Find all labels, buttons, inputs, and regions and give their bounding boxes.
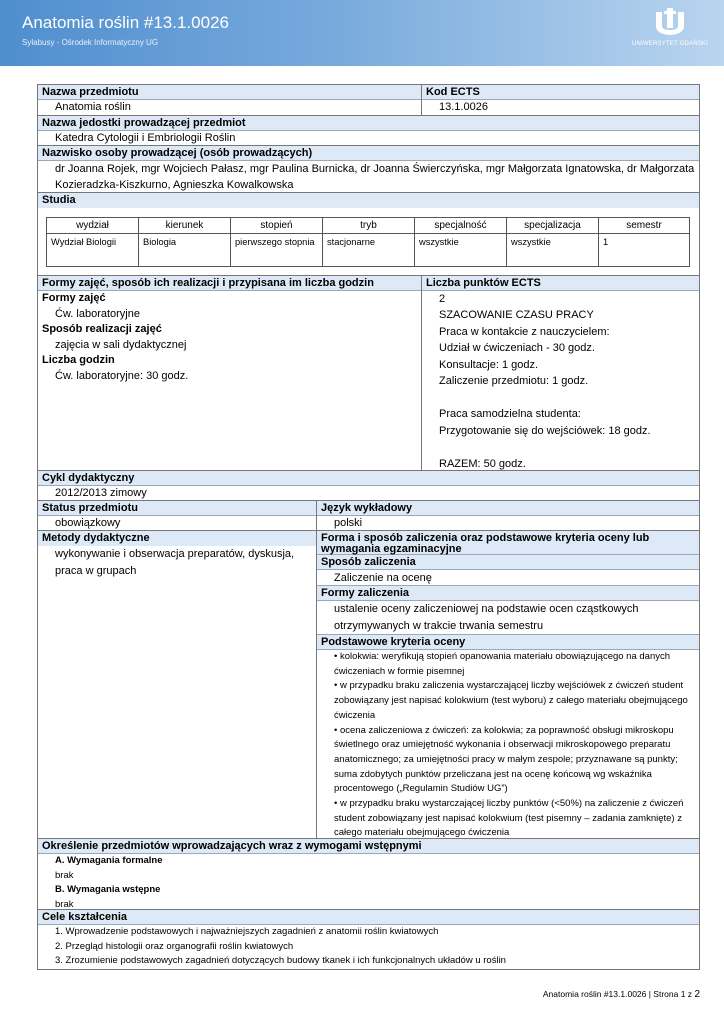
criteria-line: • ocena zaliczeniowa z ćwiczeń: za kolokwia; za poprawność obsługi mikroskopu <box>334 724 674 736</box>
methods-section <box>38 530 699 840</box>
goal-item: 2. Przegląd histologii oraz organografii roślin kwiatowych <box>55 940 294 952</box>
studia-header-cell: tryb <box>323 218 415 233</box>
assessment-criteria-label: Podstawowe kryteria oceny <box>317 635 699 650</box>
criteria-line: ćwiczeniach w formie pisemnej <box>334 665 465 677</box>
prereq-formal-label: A. Wymagania formalne <box>55 855 163 866</box>
course-name-value: Anatomia roślin <box>55 101 131 113</box>
ects-workload-line: Udział w ćwiczeniach - 30 godz. <box>439 342 595 354</box>
assessment-method-label: Sposób zaliczenia <box>317 555 699 570</box>
studia-value-cell: stacjonarne <box>323 234 415 266</box>
teachers-label: Nazwisko osoby prowadzącej (osób prowadzących) <box>38 146 699 161</box>
page-subtitle: Sylabusy - Ośrodek Informatyczny UG <box>22 38 159 47</box>
criteria-line: • kolokwia: weryfikują stopień opanowania materiału obowiązującego na danych <box>334 651 671 662</box>
forms-value: Ćw. laboratoryjne <box>55 308 140 320</box>
criteria-line: • w przypadku braku wystarczającej liczby punktów (<50%) na zaliczenie z ćwiczeń <box>334 798 684 810</box>
method-label: Sposób realizacji zajęć <box>42 323 162 335</box>
teachers-section <box>38 145 699 193</box>
footer-total-pages: 2 <box>694 989 700 1000</box>
forms-label: Formy zajęć <box>42 292 106 304</box>
goals-section <box>38 909 699 971</box>
ects-workload-line: SZACOWANIE CZASU PRACY <box>439 309 594 321</box>
studia-value-cell: 1 <box>603 237 609 247</box>
criteria-line: • w przypadku braku zaliczenia wystarczającej liczby wejściówek z ćwiczeń student <box>334 680 684 692</box>
goals-label: Cele kształcenia <box>38 910 699 925</box>
studia-header-cell: semestr <box>626 220 662 231</box>
studia-header-cell: kierunek <box>139 218 231 233</box>
studia-label: Studia <box>38 193 699 208</box>
methods-line-1: wykonywanie i obserwacja preparatów, dyskusja, <box>55 548 295 560</box>
criteria-line: procentowego („Regulamin Studiów UG”) <box>334 783 508 795</box>
ects-workload <box>422 307 699 471</box>
page-header <box>0 0 724 66</box>
status-section <box>38 500 699 531</box>
ects-workload-line: Zaliczenie przedmiotu: 1 godz. <box>439 375 589 387</box>
ects-workload-line: Przygotowanie się do wejściówek: 18 godz. <box>439 424 651 437</box>
studia-header-cell: specjalizacja <box>507 218 599 233</box>
cycle-section <box>38 470 699 501</box>
criteria-line: świetlnego oraz umiejętność wykonania i obserwacji mikroskopowego preparatu <box>334 739 671 751</box>
syllabus-document <box>37 84 700 970</box>
unit-label: Nazwa jedostki prowadzącej przedmiot <box>38 116 699 131</box>
assessment-forms-line-2: otrzymywanych w trakcie trwania semestru <box>317 618 699 636</box>
criteria-line: suma zdobytych punktów przeliczana jest na ocenę końcową wg wskaźnika <box>334 768 652 780</box>
hours-value: Ćw. laboratoryjne: 30 godz. <box>55 370 189 382</box>
studia-value-cell: pierwszego stopnia <box>231 234 323 266</box>
university-logo-text: UNIWERSYTET GDAŃSKI <box>631 41 709 47</box>
course-section <box>38 85 699 115</box>
studia-value-cell: wszystkie <box>507 234 599 266</box>
assessment-criteria <box>317 650 699 840</box>
method-value: zajęcia w sali dydaktycznej <box>55 339 187 351</box>
page-footer <box>543 989 700 1000</box>
goal-item: 3. Zrozumienie podstawowych zagadnień dotyczących budowy tkanek i ich funkcjonalnych układów u roślin <box>55 955 506 967</box>
studia-header-cell: stopień <box>231 218 323 233</box>
assessment-label <box>317 531 699 555</box>
unit-section <box>38 115 699 146</box>
goal-item: 1. Wprowadzenie podstawowych i najważniejszych zagadnień z anatomii roślin kwiatowych <box>55 926 439 937</box>
course-name-label: Nazwa przedmiotu <box>38 85 421 100</box>
forms-section <box>38 275 699 471</box>
criteria-line: zobowiązany jest napisać kolokwium (test wyboru) z całego materiału obejmującego <box>334 695 688 707</box>
studia-header-cell: wydział <box>47 218 139 233</box>
forms-section-label: Formy zajęć, sposób ich realizacji i przypisana im liczba godzin <box>38 276 421 291</box>
unit-value: Katedra Cytologii i Embriologii Roślin <box>55 132 236 144</box>
ects-code-label: Kod ECTS <box>422 85 699 100</box>
teachers-line-2: Kozieradzka-Kiszkurno, Agnieszka Kowalkowska <box>55 179 294 191</box>
ects-code-value: 13.1.0026 <box>439 101 488 113</box>
footer-text: Anatomia roślin #13.1.0026 | Strona 1 z <box>542 989 693 999</box>
cycle-label: Cykl dydaktyczny <box>38 471 699 486</box>
criteria-line: student zobowiązany jest napisać kolokwium (test pisemny – zadania zamknięte) z <box>334 812 682 824</box>
assessment-forms-label: Formy zaliczenia <box>317 586 699 601</box>
studia-value-cell: Biologia <box>139 234 231 266</box>
teachers-line-1: dr Joanna Rojek, mgr Wojciech Pałasz, mgr Paulina Burnicka, dr Joanna Świerczyńska, mgr Małgorzata Ignatowska, dr Małgorzata <box>55 163 695 175</box>
studia-header-cell: specjalność <box>415 218 507 233</box>
ects-workload-line <box>439 439 699 456</box>
ects-points-value: 2 <box>439 293 446 305</box>
assessment-forms-line-1: ustalenie oceny zaliczeniowej na podstawie ocen cząstkowych <box>334 603 639 615</box>
language-label: Język wykładowy <box>317 501 699 516</box>
ects-workload-line: RAZEM: 50 godz. <box>439 457 526 470</box>
ects-workload-line: Konsultacje: 1 godz. <box>439 358 539 371</box>
status-label: Status przedmiotu <box>38 501 316 516</box>
ects-workload-line: Praca w kontakcie z nauczycielem: <box>439 325 610 338</box>
studia-header-row <box>46 217 690 234</box>
studia-value-row <box>46 233 690 267</box>
language-value: polski <box>334 517 363 529</box>
prereq-label: Określenie przedmiotów wprowadzających wraz z wymogami wstępnymi <box>38 839 699 854</box>
criteria-line: całego materiału obejmującego ćwiczenia <box>334 827 510 839</box>
prereq-initial-value: brak <box>55 899 74 910</box>
university-logo <box>628 8 712 52</box>
assessment-label-line-1: Forma i sposób zaliczenia oraz podstawowe kryteria oceny lub <box>321 532 650 544</box>
studia-value-cell: wszystkie <box>415 234 507 266</box>
methods-line-2: praca w grupach <box>55 565 137 577</box>
prereq-initial-label: B. Wymagania wstępne <box>55 884 161 896</box>
hours-label: Liczba godzin <box>42 354 115 366</box>
criteria-line: ćwiczenia <box>334 709 376 721</box>
methods-label: Metody dydaktyczne <box>38 531 316 546</box>
studia-table <box>46 217 690 267</box>
studia-value-cell: Wydział Biologii <box>47 234 139 266</box>
ects-workload-line: Praca samodzielna studenta: <box>439 408 581 420</box>
assessment-method-value: Zaliczenie na ocenę <box>317 570 699 586</box>
prereq-formal-value: brak <box>55 869 74 881</box>
status-value: obowiązkowy <box>55 517 121 529</box>
ects-workload-line <box>439 390 699 407</box>
cycle-value: 2012/2013 zimowy <box>55 487 147 499</box>
university-logo-icon <box>652 8 688 36</box>
assessment-label-line-2: wymagania egzaminacyjne <box>321 542 462 555</box>
ects-points-label: Liczba punktów ECTS <box>422 276 699 291</box>
criteria-line: anatomicznego; za umiejętności pracy w małym zespole; przyznawane są punkty; <box>334 753 678 765</box>
prereq-section <box>38 838 699 910</box>
page-title: Anatomia roślin #13.1.0026 <box>22 13 229 32</box>
